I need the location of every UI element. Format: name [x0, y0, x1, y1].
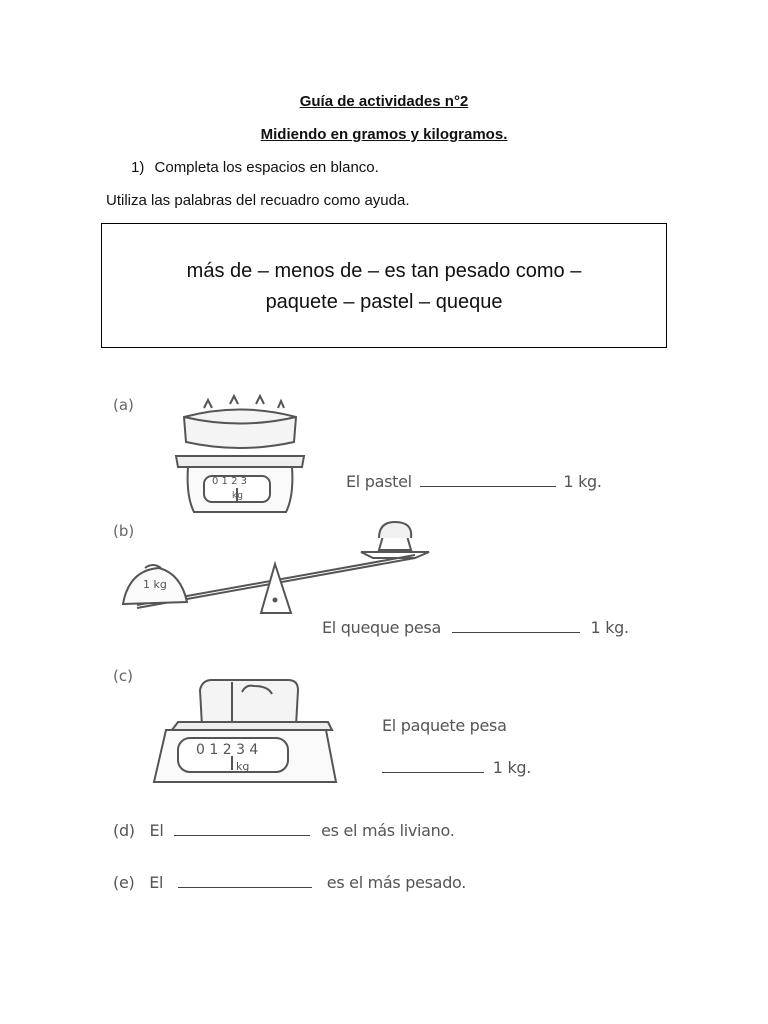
- exercise-c-prefix: El paquete pesa: [382, 716, 507, 735]
- balance-scale-illustration: [115, 518, 435, 618]
- worksheet-title: Guía de actividades n°2: [299, 93, 469, 110]
- scale-a-unit: kg: [232, 491, 243, 501]
- scale-c-marks: 0 1 2 3 4: [196, 742, 259, 758]
- exercise-d-prefix: El: [149, 821, 164, 840]
- exercise-a-sentence: [346, 472, 602, 491]
- instruction-item: [131, 159, 379, 176]
- exercise-e-label: (e): [113, 873, 135, 892]
- helper-text: Utiliza las palabras del recuadro como ayuda.: [106, 192, 410, 209]
- exercise-d-sentence: [113, 821, 455, 840]
- exercise-b-prefix: El queque pesa: [322, 618, 441, 637]
- scale-a-marks: 0 1 2 3: [212, 476, 247, 487]
- word-box-line-2: paquete – pastel – queque: [265, 291, 503, 313]
- exercise-a-label: (a): [113, 396, 134, 414]
- word-box-line-1: más de – menos de – es tan pesado como –: [186, 260, 582, 282]
- instruction-text: Completa los espacios en blanco.: [154, 159, 379, 176]
- exercise-c-label: (c): [113, 667, 133, 685]
- word-box: [101, 223, 667, 348]
- exercise-e-suffix: es el más pesado.: [326, 873, 467, 892]
- weight-label: 1 kg: [143, 578, 167, 591]
- exercise-d-blank[interactable]: [174, 834, 310, 836]
- exercise-b-sentence: [322, 618, 629, 637]
- exercise-e-sentence: [113, 873, 466, 892]
- exercise-d-label: (d): [113, 821, 135, 840]
- exercise-d-suffix: es el más liviano.: [321, 821, 455, 840]
- exercise-b-label: (b): [113, 522, 135, 540]
- exercise-e-prefix: El: [149, 873, 164, 892]
- exercise-e-blank[interactable]: [178, 886, 312, 888]
- worksheet-subtitle: Midiendo en gramos y kilogramos.: [260, 126, 508, 143]
- scale-c-unit: kg: [236, 760, 250, 773]
- exercise-b-suffix: 1 kg.: [590, 618, 629, 637]
- exercise-a-prefix: El pastel: [346, 472, 412, 491]
- exercise-c-suffix: 1 kg.: [492, 758, 532, 777]
- exercise-b-blank[interactable]: [452, 631, 580, 633]
- cake-on-scale-illustration: [170, 392, 310, 522]
- exercise-c-blank[interactable]: [382, 771, 484, 773]
- exercise-a-suffix: 1 kg.: [563, 472, 602, 491]
- exercise-a-blank[interactable]: [420, 485, 556, 487]
- exercise-c-answer-line: [382, 758, 531, 777]
- instruction-number: 1): [131, 159, 145, 176]
- package-on-scale-illustration: [150, 674, 340, 794]
